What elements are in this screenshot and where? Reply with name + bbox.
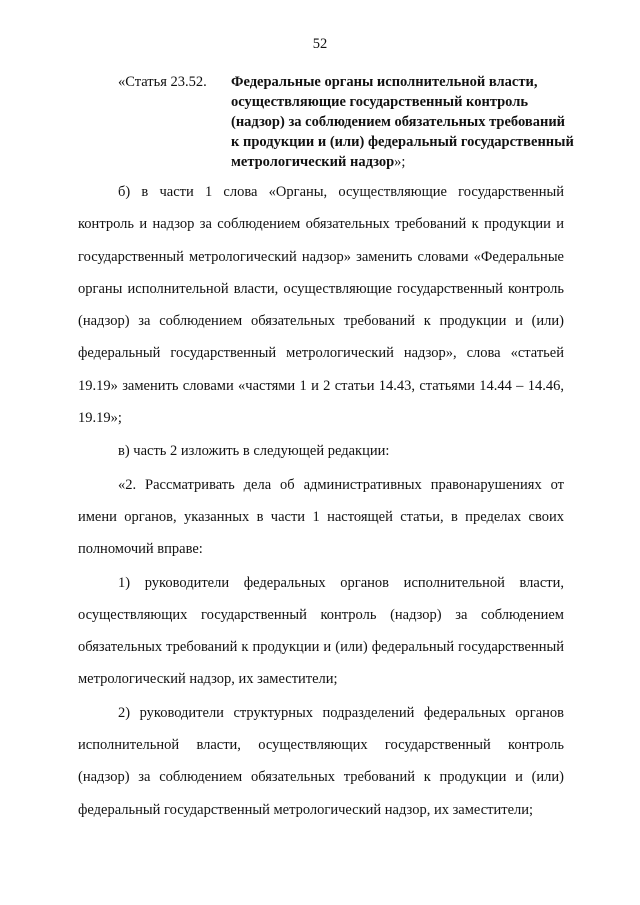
article-title-text: Федеральные органы исполнительной власти, осуществляющие государственный контроль (надзор) за соблюдением обязательных требований к продукции и (или) федеральный государственный метрологический надзор	[231, 74, 574, 170]
article-title	[231, 72, 576, 172]
paragraph-v: в) часть 2 изложить в следующей редакции:	[118, 443, 390, 460]
document-body	[78, 176, 564, 826]
paragraph-part-2: «2. Рассматривать дела об административных правонарушениях от имени органов, указанных в части 1 настоящей статьи, в пределах своих полномочий вправе:	[78, 476, 564, 558]
paragraph-b: б) в части 1 слова «Органы, осуществляющие государственный контроль и надзор за соблюдением обязательных требований к продукции и государственный метрологический надзор» заменить словами «Федеральные органы исполнительной власти, осуществляющие государственный контроль (надзор) за соблюдением обязательных требований к продукции и (или) федеральный государственный метрологический надзор», слова «статьей 19.19» заменить словами «частями 1 и 2 статьи 14.43, статьями 14.44 – 14.46, 19.19»;	[78, 184, 564, 427]
article-title-trail: »;	[394, 154, 406, 170]
page-number: 52	[312, 36, 328, 52]
article-label: «Статья 23.52.	[118, 74, 207, 90]
paragraph-item-2: 2) руководители структурных подразделений федеральных органов исполнительной власти, осуществляющих государственный контроль (надзор) за соблюдением обязательных требований к продукции и (или) федеральный государственный метрологический надзор, их заместители;	[78, 704, 564, 818]
paragraph-item-1: 1) руководители федеральных органов исполнительной власти, осуществляющих государственный контроль (надзор) за соблюдением обязательных требований к продукции и (или) федеральный государственный метрологический надзор, их заместители;	[78, 574, 564, 688]
